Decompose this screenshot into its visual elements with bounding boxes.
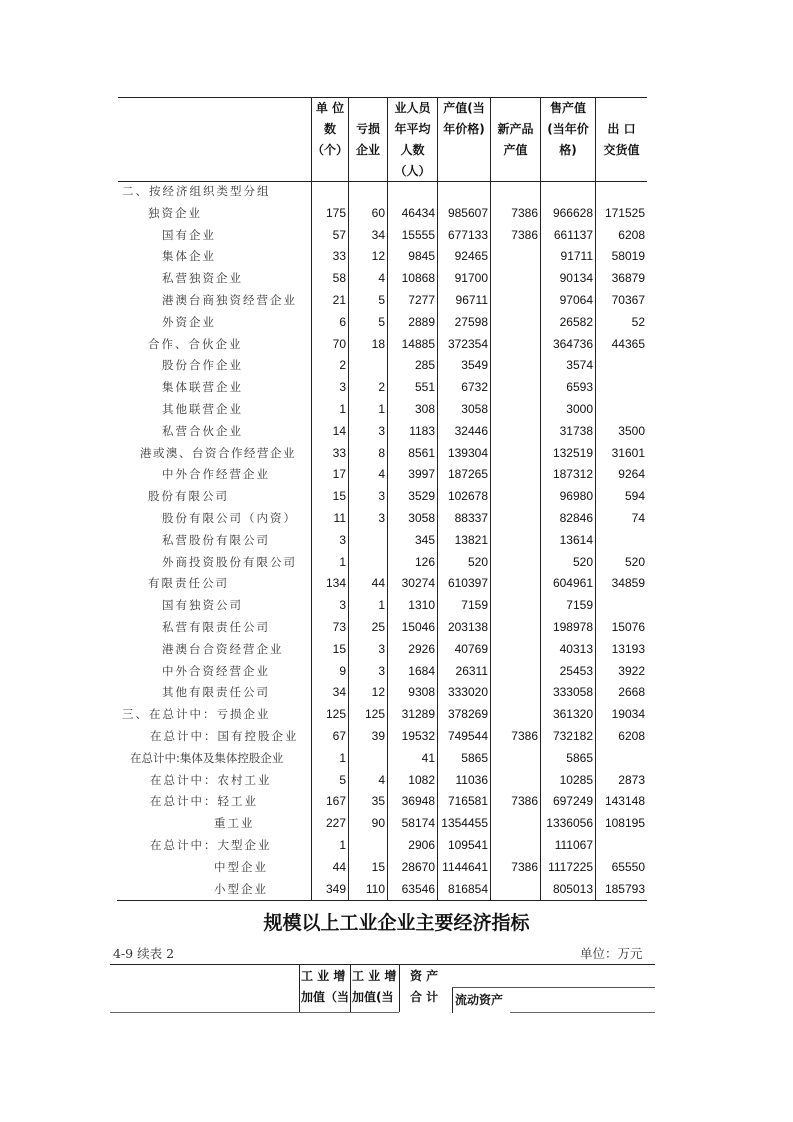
cell-output-value: 610397: [447, 576, 488, 591]
cell-loss-enterprises: 44: [371, 576, 385, 591]
column-divider: [452, 987, 453, 1013]
table-row: [110, 573, 650, 595]
cell-output-value: 27598: [454, 314, 488, 329]
column-header-loss-enterprises: 亏损 企业: [355, 122, 380, 157]
unit-label: 单位：万元: [580, 946, 643, 961]
cell-units: 1: [339, 554, 346, 569]
cell-new-product-value: 7386: [511, 227, 538, 242]
cell-units: 21: [332, 293, 346, 307]
cell-units: 15: [332, 489, 346, 504]
cell-loss-enterprises: 2: [378, 380, 385, 395]
cell-output-value: 5865: [461, 750, 488, 765]
column-header-sales-value: 售产值 (当年价 格): [547, 101, 589, 157]
cell-units: 9: [339, 663, 346, 678]
table-row: [110, 530, 650, 552]
cell-loss-enterprises: 110: [365, 881, 385, 896]
row-label: 私营独资企业: [162, 271, 243, 286]
cell-sales-value: 7159: [566, 598, 593, 613]
column-header-industrial-value-added-2: 工 业 增 加值(当: [352, 969, 397, 1004]
table-row: [110, 595, 650, 617]
row-label: 外商投资股份有限公司: [162, 554, 297, 569]
column-divider: [399, 964, 400, 1012]
cell-output-value: 985607: [447, 205, 488, 220]
cell-loss-enterprises: 3: [378, 489, 385, 504]
cell-sales-value: 364736: [552, 336, 593, 351]
cell-units: 349: [325, 881, 346, 896]
cell-avg-employees: 9845: [408, 249, 435, 264]
cell-output-value: 40769: [454, 641, 488, 656]
cell-loss-enterprises: 3: [378, 511, 385, 525]
cell-export-value: 65550: [611, 859, 645, 874]
cell-new-product-value: 7386: [511, 794, 538, 809]
table-row: [110, 813, 650, 835]
cell-output-value: 749544: [447, 729, 488, 743]
cell-avg-employees: 551: [414, 380, 435, 395]
cell-avg-employees: 30274: [401, 576, 435, 591]
cell-loss-enterprises: 34: [371, 227, 385, 242]
cell-units: 14: [332, 423, 346, 438]
cell-loss-enterprises: 4: [378, 772, 385, 787]
cell-units: 3: [339, 532, 346, 547]
table-row: [110, 857, 650, 879]
cell-loss-enterprises: 4: [378, 271, 385, 286]
table-row: [110, 639, 650, 661]
cell-units: 1: [339, 402, 346, 416]
lower-table-top-border: [110, 964, 655, 965]
row-label: 集体联营企业: [162, 380, 243, 395]
cell-new-product-value: 7386: [511, 205, 538, 220]
cell-avg-employees: 46434: [401, 205, 435, 220]
cell-units: 3: [339, 598, 346, 613]
table-row: [110, 770, 650, 792]
cell-sales-value: 13614: [559, 532, 593, 547]
table-row: [110, 225, 650, 247]
table-row: [110, 661, 650, 683]
row-label: 在总计中：轻工业: [150, 794, 258, 809]
cell-loss-enterprises: 15: [371, 859, 385, 874]
table-title: 规模以上工业企业主要经济指标: [263, 912, 530, 934]
cell-sales-value: 1336056: [546, 816, 593, 831]
cell-avg-employees: 3529: [408, 489, 435, 504]
lower-table-header-bottom-border: [110, 1012, 399, 1013]
cell-export-value: 13193: [611, 641, 645, 656]
cell-sales-value: 805013: [552, 881, 593, 896]
column-header-industrial-value-added: 工 业 增 加值（当: [301, 969, 350, 1004]
cell-units: 17: [332, 467, 346, 482]
table-row: [110, 879, 650, 901]
cell-units: 70: [332, 336, 346, 351]
cell-output-value: 816854: [447, 881, 488, 896]
lower-table-header-bottom-border: [510, 1012, 655, 1013]
cell-export-value: 2668: [618, 685, 645, 700]
cell-avg-employees: 285: [414, 358, 435, 373]
cell-sales-value: 91711: [560, 249, 593, 264]
cell-output-value: 3549: [461, 358, 488, 373]
cell-avg-employees: 36948: [401, 794, 435, 809]
cell-export-value: 58019: [611, 249, 645, 264]
sub-header-top-border: [452, 987, 655, 988]
column-header-export-value: 出 口 交货值: [603, 122, 640, 157]
cell-avg-employees: 14885: [401, 336, 435, 351]
cell-export-value: 74: [631, 511, 645, 525]
cell-units: 1: [339, 750, 346, 765]
cell-avg-employees: 3058: [408, 511, 435, 525]
table-row: [110, 791, 650, 813]
cell-loss-enterprises: 12: [371, 685, 385, 700]
cell-sales-value: 520: [572, 554, 593, 569]
cell-units: 134: [325, 576, 346, 591]
cell-units: 6: [339, 314, 346, 329]
cell-output-value: 26311: [455, 663, 488, 678]
cell-sales-value: 90134: [559, 271, 593, 286]
table-row: [110, 246, 650, 268]
cell-sales-value: 361320: [552, 707, 593, 722]
cell-sales-value: 604961: [552, 576, 593, 591]
table-row: [110, 377, 650, 399]
cell-avg-employees: 63546: [401, 881, 435, 896]
table-row: [110, 334, 650, 356]
row-label: 国有企业: [162, 227, 216, 242]
cell-sales-value: 333058: [552, 685, 593, 700]
cell-output-value: 102678: [447, 489, 488, 504]
cell-sales-value: 697249: [552, 794, 593, 809]
column-header-total-assets: 资 产 合 计: [410, 969, 439, 1004]
cell-sales-value: 96980: [559, 489, 593, 504]
cell-output-value: 13821: [454, 532, 488, 547]
row-label: 在总计中:集体及集体控股企业: [130, 750, 284, 765]
cell-sales-value: 3000: [566, 402, 593, 416]
cell-loss-enterprises: 3: [378, 423, 385, 438]
row-label: 港澳台合资经营企业: [162, 641, 284, 656]
table-id: 4-9 续表 2: [113, 946, 175, 961]
cell-loss-enterprises: 25: [371, 620, 385, 634]
cell-loss-enterprises: 3: [378, 641, 385, 656]
table-row: [110, 268, 650, 290]
column-header-units: 单 位 数 （个）: [312, 101, 349, 157]
cell-sales-value: 40313: [559, 641, 593, 656]
cell-avg-employees: 3997: [408, 467, 435, 482]
column-divider: [350, 964, 351, 1012]
row-label: 独资企业: [148, 205, 202, 220]
cell-avg-employees: 1310: [408, 598, 435, 613]
row-label: 二、按经济组织类型分组: [122, 184, 271, 198]
cell-output-value: 139304: [447, 445, 488, 460]
cell-sales-value: 132519: [552, 445, 593, 460]
cell-avg-employees: 1684: [408, 663, 435, 678]
cell-units: 73: [332, 620, 346, 634]
cell-avg-employees: 58174: [401, 816, 435, 831]
row-label: 小型企业: [214, 881, 268, 896]
cell-loss-enterprises: 4: [378, 467, 385, 482]
cell-sales-value: 732182: [552, 729, 593, 743]
row-label: 有限责任公司: [148, 576, 229, 591]
cell-output-value: 187265: [447, 467, 488, 482]
cell-output-value: 333020: [447, 685, 488, 700]
table-row: [110, 181, 650, 203]
column-divider: [299, 964, 300, 1012]
cell-units: 175: [325, 205, 346, 220]
cell-loss-enterprises: 12: [371, 249, 385, 264]
cell-output-value: 378269: [447, 707, 488, 722]
cell-sales-value: 25453: [559, 663, 593, 678]
cell-avg-employees: 28670: [401, 859, 435, 874]
table-row: [110, 290, 650, 312]
cell-loss-enterprises: 1: [378, 598, 385, 613]
cell-units: 33: [332, 249, 346, 264]
table-row: [110, 443, 650, 465]
cell-export-value: 143148: [604, 794, 645, 809]
cell-units: 125: [325, 707, 346, 722]
row-label: 股份有限公司: [148, 489, 229, 504]
cell-output-value: 32446: [454, 423, 488, 438]
cell-units: 1: [339, 838, 346, 852]
cell-avg-employees: 15046: [401, 620, 435, 634]
row-label: 中型企业: [214, 859, 268, 874]
cell-output-value: 91700: [454, 271, 488, 286]
cell-avg-employees: 2906: [408, 838, 435, 852]
cell-sales-value: 82846: [559, 511, 593, 525]
cell-units: 58: [332, 271, 346, 286]
cell-sales-value: 1117225: [548, 859, 593, 874]
column-header-new-product-value: 新产品 产值: [497, 122, 534, 157]
cell-output-value: 3058: [461, 402, 488, 416]
row-label: 国有独资公司: [162, 598, 243, 613]
cell-sales-value: 5865: [566, 750, 593, 765]
cell-avg-employees: 1183: [409, 423, 435, 438]
cell-units: 15: [332, 641, 346, 656]
cell-output-value: 1144641: [442, 859, 488, 874]
cell-export-value: 15076: [611, 620, 645, 634]
cell-avg-employees: 2926: [408, 641, 435, 656]
cell-export-value: 31601: [611, 445, 645, 460]
cell-avg-employees: 126: [414, 554, 435, 569]
table-row: [110, 464, 650, 486]
cell-output-value: 96711: [455, 293, 488, 307]
row-label: 中外合作经营企业: [162, 467, 270, 482]
cell-loss-enterprises: 35: [371, 794, 385, 809]
cell-sales-value: 187312: [552, 467, 593, 482]
cell-avg-employees: 9308: [408, 685, 435, 700]
table-row: [110, 508, 650, 530]
row-label: 股份有限公司（内资）: [162, 511, 297, 525]
cell-export-value: 6208: [618, 729, 645, 743]
table-row: [110, 203, 650, 225]
column-header-avg-employees: 业人员 年平均 人数 （人）: [394, 101, 431, 178]
cell-loss-enterprises: 3: [378, 663, 385, 678]
row-label: 三、在总计中：亏损企业: [122, 707, 271, 722]
cell-avg-employees: 8561: [408, 445, 435, 460]
cell-avg-employees: 15555: [401, 227, 435, 242]
cell-output-value: 372354: [447, 336, 488, 351]
row-label: 在总计中：农村工业: [150, 772, 272, 787]
row-label: 私营股份有限公司: [162, 532, 270, 547]
table-row: [110, 312, 650, 334]
table-row: [110, 355, 650, 377]
cell-sales-value: 97064: [559, 293, 593, 307]
cell-export-value: 19034: [611, 707, 645, 722]
table-row: [110, 552, 650, 574]
table-row: [110, 748, 650, 770]
cell-sales-value: 6593: [566, 380, 593, 395]
cell-avg-employees: 345: [414, 532, 435, 547]
table-row: [110, 399, 650, 421]
row-label: 合作、合伙企业: [148, 336, 243, 351]
cell-sales-value: 10285: [559, 772, 593, 787]
row-label: 港澳台商独资经营企业: [162, 293, 297, 307]
cell-loss-enterprises: 8: [378, 445, 385, 460]
table-row: [110, 726, 650, 748]
row-label: 在总计中：国有控股企业: [150, 729, 299, 743]
cell-units: 34: [332, 685, 346, 700]
cell-output-value: 7159: [461, 598, 488, 613]
cell-avg-employees: 10868: [401, 271, 435, 286]
cell-loss-enterprises: 125: [364, 707, 385, 722]
cell-sales-value: 661137: [553, 227, 593, 242]
column-header-current-assets: 流动资产: [455, 993, 504, 1007]
cell-units: 2: [339, 358, 346, 373]
cell-export-value: 3922: [618, 663, 645, 678]
cell-loss-enterprises: 90: [371, 816, 385, 831]
cell-export-value: 185793: [604, 881, 645, 896]
table-row: [110, 421, 650, 443]
cell-units: 3: [339, 380, 346, 395]
cell-new-product-value: 7386: [511, 859, 538, 874]
cell-export-value: 6208: [618, 227, 645, 242]
cell-export-value: 171525: [604, 205, 645, 220]
cell-sales-value: 31738: [559, 423, 593, 438]
cell-avg-employees: 1082: [408, 772, 435, 787]
cell-export-value: 52: [631, 314, 645, 329]
row-label: 重工业: [214, 816, 255, 831]
cell-avg-employees: 31289: [401, 707, 435, 722]
cell-output-value: 716581: [447, 794, 488, 809]
cell-export-value: 2873: [618, 772, 645, 787]
row-label: 私营有限责任公司: [162, 620, 270, 634]
row-label: 其他有限责任公司: [162, 685, 270, 700]
cell-loss-enterprises: 1: [378, 402, 385, 416]
cell-units: 11: [333, 511, 346, 525]
cell-units: 57: [332, 227, 346, 242]
table-row: [110, 617, 650, 639]
table-row: [110, 682, 650, 704]
cell-units: 67: [332, 729, 346, 743]
cell-sales-value: 966628: [552, 205, 593, 220]
cell-units: 167: [325, 794, 346, 809]
cell-output-value: 11036: [455, 772, 488, 787]
cell-output-value: 92465: [454, 249, 488, 264]
cell-sales-value: 26582: [559, 314, 593, 329]
cell-export-value: 36879: [611, 271, 645, 286]
cell-export-value: 594: [624, 489, 645, 504]
cell-sales-value: 111067: [554, 838, 593, 852]
cell-loss-enterprises: 60: [371, 205, 385, 220]
cell-avg-employees: 308: [414, 402, 435, 416]
cell-output-value: 88337: [454, 511, 488, 525]
cell-sales-value: 198978: [552, 620, 593, 634]
cell-export-value: 520: [624, 554, 645, 569]
cell-units: 5: [339, 772, 346, 787]
cell-loss-enterprises: 39: [371, 729, 385, 743]
cell-output-value: 109541: [447, 838, 488, 852]
cell-units: 44: [332, 859, 346, 874]
row-label: 外资企业: [162, 314, 216, 329]
cell-export-value: 70367: [611, 293, 645, 307]
row-label: 在总计中：大型企业: [150, 838, 272, 852]
table-row: [110, 835, 650, 857]
cell-units: 33: [332, 445, 346, 460]
cell-export-value: 108195: [604, 816, 645, 831]
row-label: 其他联营企业: [162, 402, 243, 416]
row-label: 私营合伙企业: [162, 423, 243, 438]
table-row: [110, 704, 650, 726]
cell-avg-employees: 7277: [408, 293, 435, 307]
row-label: 股份合作企业: [162, 358, 243, 373]
cell-export-value: 44365: [611, 336, 645, 351]
cell-output-value: 677133: [447, 227, 488, 242]
cell-output-value: 6732: [461, 380, 488, 395]
cell-new-product-value: 7386: [511, 729, 538, 743]
cell-avg-employees: 2889: [408, 314, 435, 329]
table-row: [110, 486, 650, 508]
cell-output-value: 203138: [447, 620, 488, 634]
row-label: 中外合资经营企业: [162, 663, 270, 678]
cell-sales-value: 3574: [566, 358, 593, 373]
cell-loss-enterprises: 18: [371, 336, 385, 351]
cell-export-value: 34859: [611, 576, 645, 591]
cell-output-value: 520: [467, 554, 488, 569]
cell-export-value: 9264: [618, 467, 645, 482]
cell-loss-enterprises: 5: [378, 314, 385, 329]
column-header-output-value: 产值(当 年价格): [443, 101, 485, 136]
row-label: 港或澳、台资合作经营企业: [140, 445, 296, 460]
cell-avg-employees: 19532: [401, 729, 435, 743]
cell-loss-enterprises: 5: [378, 293, 385, 307]
cell-units: 227: [325, 816, 346, 831]
cell-avg-employees: 41: [421, 750, 435, 765]
row-label: 集体企业: [162, 249, 216, 264]
cell-export-value: 3500: [618, 423, 645, 438]
cell-output-value: 1354455: [441, 816, 488, 831]
